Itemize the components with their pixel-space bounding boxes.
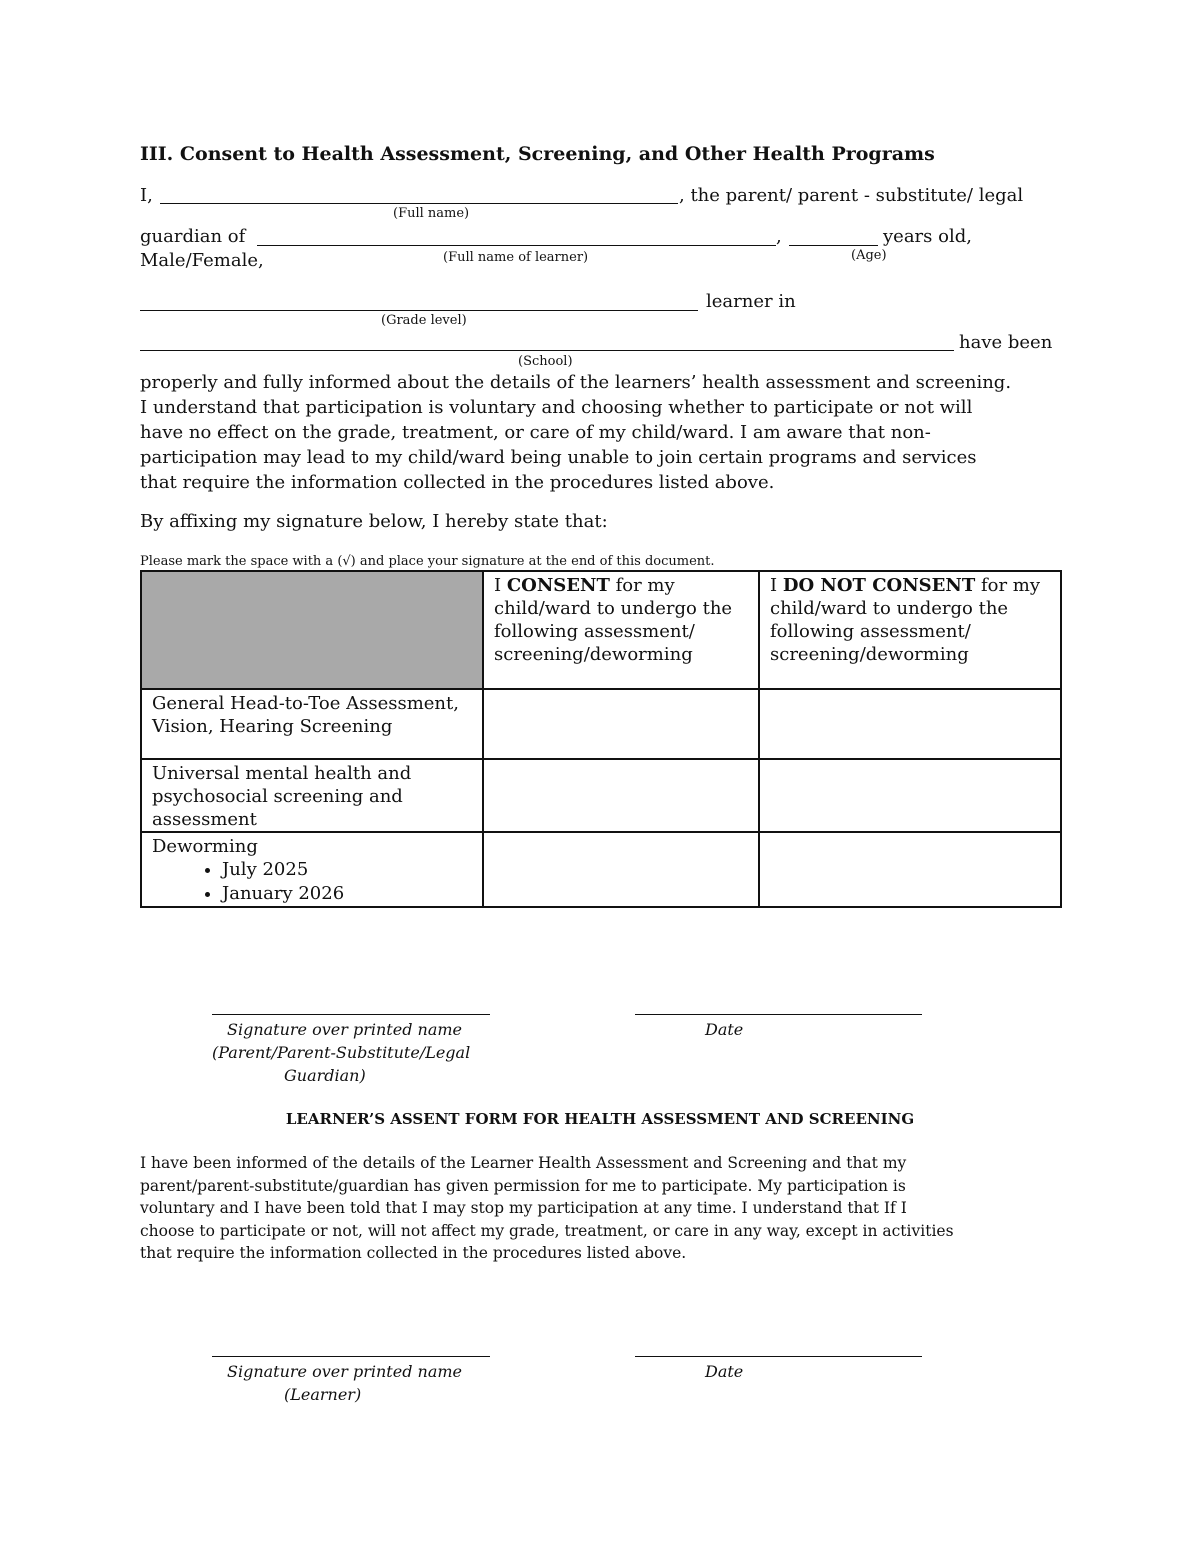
no-consent-column-header xyxy=(759,571,1061,689)
consent-header-rest: for my child/ward to undergo the following assessment/ screening/deworming xyxy=(494,575,733,665)
parent-role-line1: (Parent/Parent-Substitute/Legal xyxy=(212,1043,471,1062)
age-caption: (Age) xyxy=(851,248,887,263)
full-name-field[interactable] xyxy=(160,203,678,204)
assent-paragraph-line: voluntary and I have been told that I may stop my participation at any time. I understand that If I xyxy=(140,1199,907,1218)
parent-role-line2: Guardian) xyxy=(284,1066,366,1085)
sex-options: Male/Female, xyxy=(140,250,264,271)
consent-checkbox-cell[interactable] xyxy=(483,759,759,832)
row-label-cell: General Head-to-Toe Assessment, Vision, Hearing Screening xyxy=(141,689,483,759)
no-consent-header-rest: for my child/ward to undergo the following assessment/ screening/deworming xyxy=(770,575,1041,665)
no-consent-header-prefix: I xyxy=(770,575,783,596)
parent-date-field[interactable] xyxy=(635,1014,922,1015)
assent-paragraph-line: that require the information collected in the procedures listed above. xyxy=(140,1244,687,1263)
no-consent-header-bold: DO NOT CONSENT xyxy=(782,575,976,596)
consent-paragraph-line: have no effect on the grade, treatment, or care of my child/ward. I am aware that non- xyxy=(140,422,931,443)
consent-line4-end: learner in xyxy=(706,291,796,312)
list-item: • July 2025 xyxy=(222,858,474,882)
consent-paragraph xyxy=(140,370,1070,495)
mark-instruction: Please mark the space with a (√) and place your signature at the end of this document. xyxy=(140,554,715,569)
assent-paragraph xyxy=(140,1152,954,1265)
table-header-row xyxy=(141,571,1061,689)
consent-line1-end: , the parent/ parent - substitute/ legal xyxy=(679,185,1024,206)
consent-header-bold: CONSENT xyxy=(506,575,610,596)
consent-line2-end: years old, xyxy=(883,226,972,247)
full-name-caption: (Full name) xyxy=(393,206,470,221)
consent-line1-start: I, xyxy=(140,185,153,206)
consent-checkbox-cell[interactable] xyxy=(483,832,759,907)
consent-column-header xyxy=(483,571,759,689)
consent-line2-start: guardian of xyxy=(140,226,246,247)
consent-paragraph-line: participation may lead to my child/ward being unable to join certain programs and services xyxy=(140,447,977,468)
no-consent-checkbox-cell[interactable] xyxy=(759,689,1061,759)
assent-paragraph-line: I have been informed of the details of the Learner Health Assessment and Screening and that my xyxy=(140,1154,907,1172)
consent-paragraph-line: that require the information collected in the procedures listed above. xyxy=(140,472,775,493)
parent-date-label: Date xyxy=(705,1020,744,1039)
consent-paragraph-line: properly and fully informed about the details of the learners’ health assessment and screening. xyxy=(140,372,1012,393)
no-consent-checkbox-cell[interactable] xyxy=(759,759,1061,832)
table-row xyxy=(141,689,1061,759)
assent-title: LEARNER’S ASSENT FORM FOR HEALTH ASSESSMENT AND SCREENING xyxy=(285,1110,915,1128)
assent-paragraph-line: parent/parent-substitute/guardian has given permission for me to participate. My participation is xyxy=(140,1176,906,1195)
table-row xyxy=(141,759,1061,832)
header-blank-cell xyxy=(141,571,483,689)
section-title: III. Consent to Health Assessment, Screening, and Other Health Programs xyxy=(140,143,935,165)
assent-paragraph-line: choose to participate or not, will not affect my grade, treatment, or care in any way, except in activities xyxy=(140,1221,954,1240)
parent-signature-field[interactable] xyxy=(212,1014,490,1015)
deworming-schedule-list xyxy=(152,858,474,906)
learner-date-field[interactable] xyxy=(635,1356,922,1357)
school-caption: (School) xyxy=(518,354,573,369)
consent-line5-end: have been xyxy=(959,332,1053,353)
learner-signature-label: Signature over printed name xyxy=(227,1362,462,1381)
deworming-label: Deworming xyxy=(152,836,258,857)
row-label-cell xyxy=(141,832,483,907)
school-field[interactable] xyxy=(140,350,954,351)
grade-level-caption: (Grade level) xyxy=(381,313,467,328)
no-consent-checkbox-cell[interactable] xyxy=(759,832,1061,907)
consent-table xyxy=(140,570,1062,908)
grade-level-field[interactable] xyxy=(140,310,698,311)
consent-header-prefix: I xyxy=(494,575,507,596)
row-label-cell: Universal mental health and psychosocial screening and assessment xyxy=(141,759,483,832)
learner-name-field[interactable] xyxy=(257,245,776,246)
learner-date-label: Date xyxy=(705,1362,744,1381)
parent-signature-label: Signature over printed name xyxy=(227,1020,462,1039)
learner-signature-field[interactable] xyxy=(212,1356,490,1357)
table-row xyxy=(141,832,1061,907)
learner-name-caption: (Full name of learner) xyxy=(443,250,589,265)
affix-statement: By affixing my signature below, I hereby state that: xyxy=(140,511,608,532)
age-field[interactable] xyxy=(789,245,878,246)
consent-paragraph-line: I understand that participation is voluntary and choosing whether to participate or not will xyxy=(140,397,973,418)
learner-role-line: (Learner) xyxy=(284,1385,362,1404)
consent-line2-comma: , xyxy=(776,226,782,247)
list-item: • January 2026 xyxy=(222,882,474,906)
consent-checkbox-cell[interactable] xyxy=(483,689,759,759)
